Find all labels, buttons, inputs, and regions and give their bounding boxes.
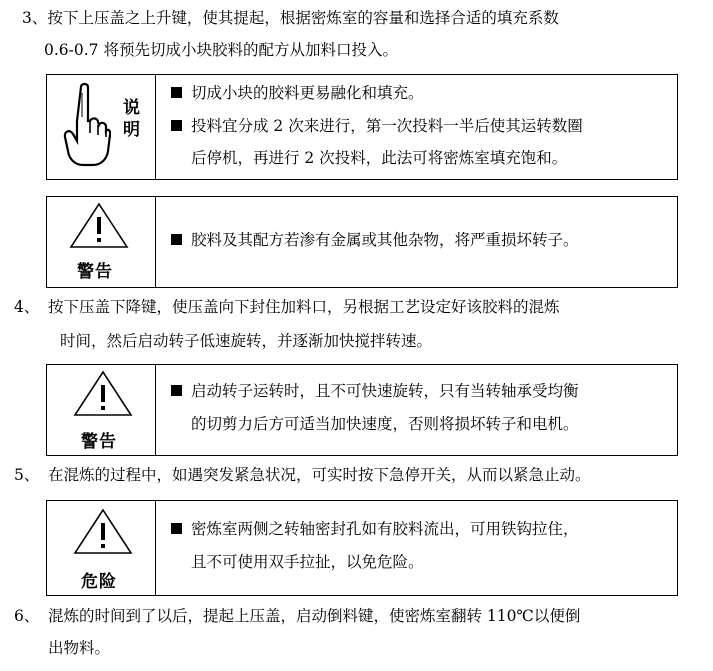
step6-line1: 混炼的时间到了以后，提起上压盖，启动倒料键，使密炼室翻转 110℃以便倒 — [48, 607, 581, 625]
danger-box — [46, 500, 678, 596]
bullet-square-icon — [171, 385, 182, 396]
warning-box-1 — [46, 196, 678, 288]
bullet-square-icon — [171, 234, 182, 245]
step3-line2: 0.6-0.7 将预先切成小块胶料的配方从加料口投入。 — [44, 41, 398, 59]
step4-line2: 时间，然后启动转子低速旋转，并逐渐加快搅拌转速。 — [60, 332, 433, 350]
warning-triangle-icon — [71, 507, 135, 561]
step6-number: 6、 — [14, 607, 40, 625]
warning-box-2 — [46, 364, 678, 456]
warning-2-bullet-line2: 的切剪力后方可适当加快速度，否则将损坏转子和电机。 — [191, 415, 579, 433]
note-box — [46, 74, 678, 180]
step5-number: 5、 — [14, 466, 40, 484]
step5-line1: 在混炼的过程中，如遇突发紧急状况，可实时按下急停开关，从而以紧急止动。 — [48, 466, 591, 484]
step3-line1: 3、按下上压盖之上升键，使其提起，根据密炼室的容量和选择合适的填充系数 — [22, 9, 559, 27]
note-bullet-1: 切成小块的胶料更易融化和填充。 — [171, 83, 424, 103]
step4-number: 4、 — [14, 298, 40, 316]
warning-triangle-icon — [71, 369, 135, 423]
warning-2-bullet-line1: 启动转子运转时，且不可快速旋转，只有当转轴承受均衡 — [171, 381, 579, 401]
note-bullet-2-line2: 后停机，再进行 2 次投料，此法可将密炼室填充饱和。 — [191, 149, 568, 167]
bullet-square-icon — [171, 523, 182, 534]
hand-pointing-icon — [61, 81, 111, 173]
bullet-square-icon — [171, 87, 182, 98]
warning-label: 警告 — [81, 432, 117, 452]
step4-line1: 按下压盖下降键，使压盖向下封住加料口，另根据工艺设定好该胶料的混炼 — [48, 298, 560, 316]
warning-triangle-icon — [67, 201, 131, 255]
danger-label: 危险 — [81, 572, 117, 592]
note-label: 说明 — [123, 98, 141, 140]
danger-bullet-line2: 且不可使用双手拉扯，以免危险。 — [191, 553, 424, 571]
danger-bullet-line1: 密炼室两侧之转轴密封孔如有胶料流出，可用铁钩拉住， — [171, 519, 579, 539]
warning-1-bullet: 胶料及其配方若渗有金属或其他杂物，将严重损坏转子。 — [171, 230, 579, 250]
bullet-square-icon — [171, 120, 182, 131]
step6-line2: 出物料。 — [48, 639, 111, 657]
note-bullet-2-line1: 投料宜分成 2 次来进行，第一次投料一半后使其运转数圈 — [171, 116, 583, 136]
warning-label: 警告 — [77, 262, 113, 282]
